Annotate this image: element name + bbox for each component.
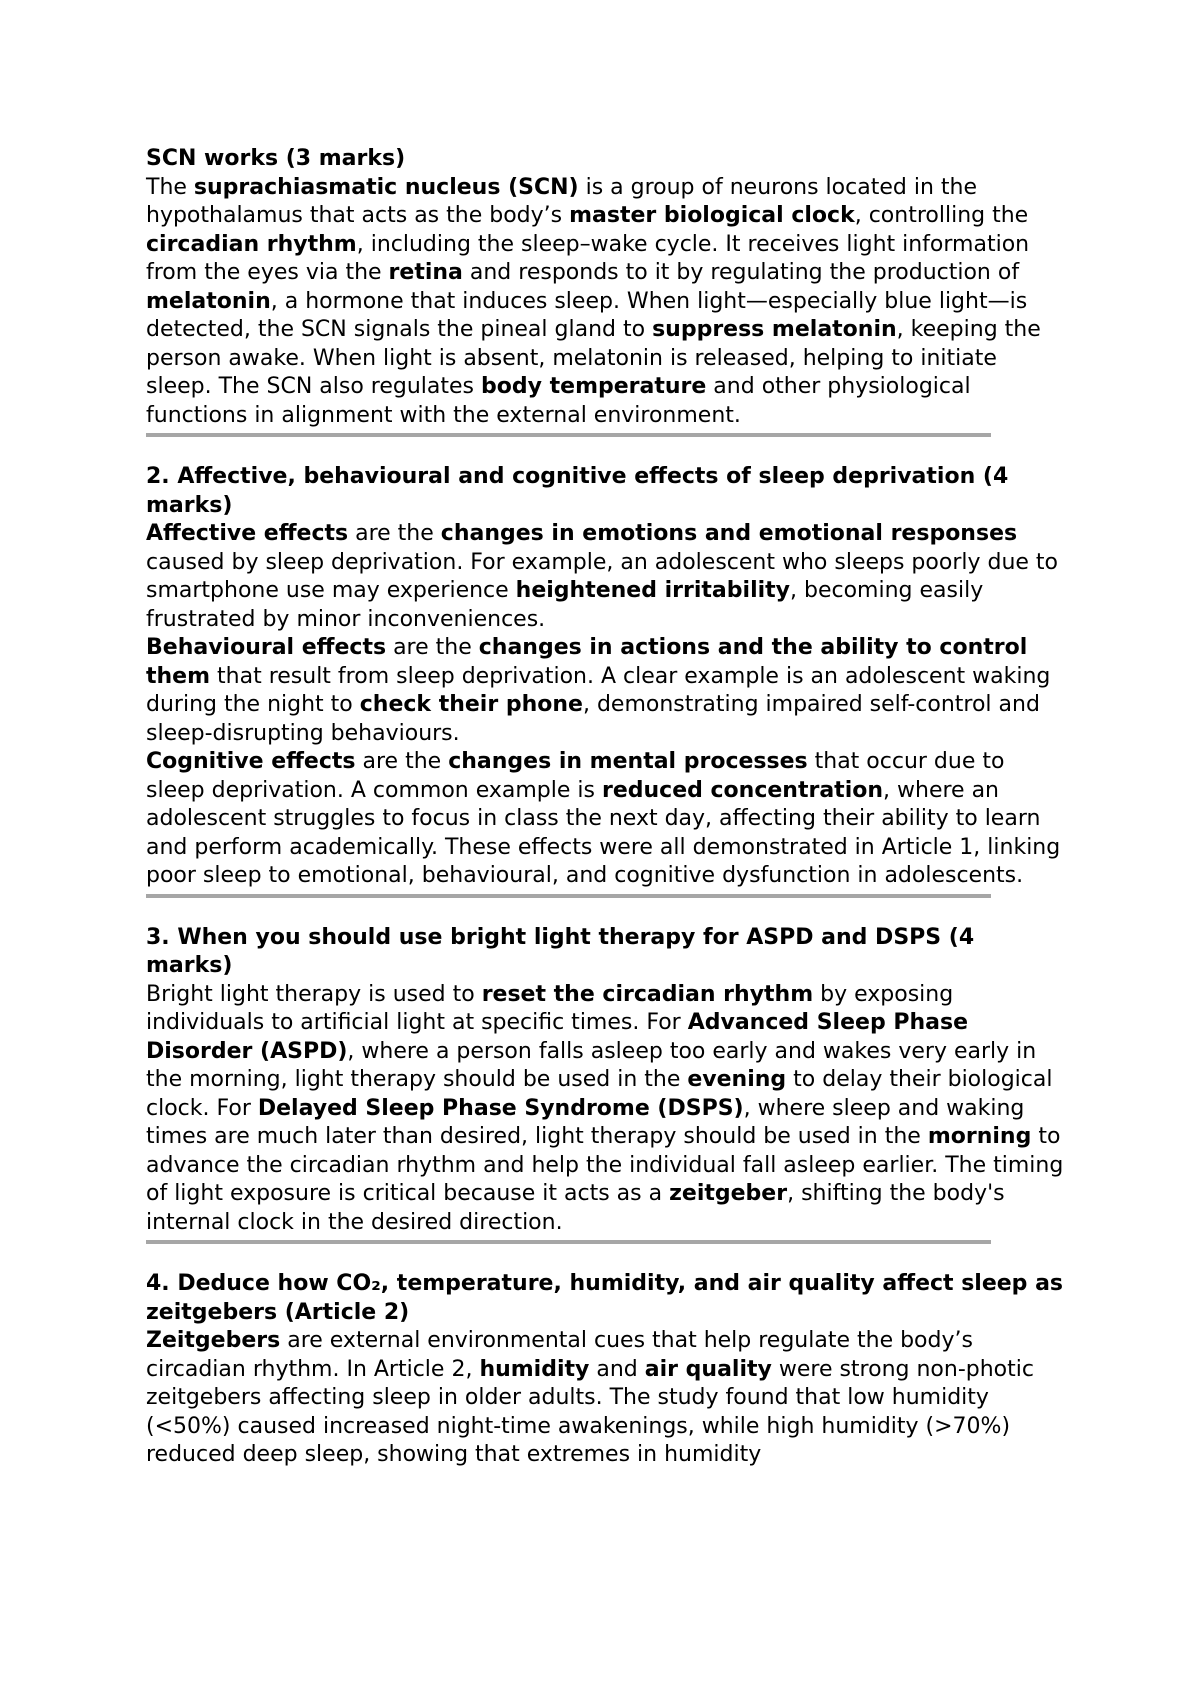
bold-term: suprachiasmatic nucleus (SCN) (193, 174, 579, 200)
text-run: by exposing individuals to artificial light at specific times. For (146, 981, 954, 1035)
text-run: and (589, 1356, 645, 1382)
bold-term: Cognitive effects (146, 749, 356, 774)
section-light-therapy (146, 924, 1065, 1245)
section-scn (146, 145, 1065, 437)
text-run: , becoming easily frustrated by minor inconveniences. (146, 578, 984, 632)
section-heading: 3. When you should use bright light therapy for ASPD and DSPS (4 marks) (146, 924, 975, 978)
text-run: are the (386, 635, 479, 660)
text-run: , where a person falls asleep too early and wakes very early in the morning, light therapy should be used in the (146, 1038, 1037, 1092)
text-run: to delay their biological clock. For (146, 1067, 1053, 1121)
text-run: , where sleep and waking times are much later than desired, light therapy should be used in the (146, 1095, 1025, 1149)
section-sleep-deprivation (146, 463, 1065, 898)
bold-term: body temperature (481, 374, 707, 399)
section-paragraph-cognitive (146, 748, 1065, 891)
text-run: are the (355, 749, 449, 774)
text-run: , shifting the body's internal clock in the desired direction. (146, 1181, 1005, 1235)
text-run: caused by sleep deprivation. For example, an adolescent who sleeps poorly due to smartphone use may experience (146, 549, 1059, 603)
bold-term: suppress melatonin (652, 317, 897, 342)
bold-term: changes in actions and the ability to control them (146, 635, 1028, 689)
section-heading: 2. Affective, behavioural and cognitive effects of sleep deprivation (4 marks) (146, 464, 1009, 518)
text-run: , demonstrating impaired self-control and sleep-disrupting behaviours. (146, 692, 1040, 746)
bold-term: Zeitgebers (146, 1328, 281, 1353)
bold-term: Behavioural effects (146, 635, 387, 660)
text-run: , controlling the (854, 203, 1029, 228)
section-paragraph (146, 981, 1065, 1238)
bold-term: Advanced Sleep Phase Disorder (ASPD) (146, 1010, 968, 1064)
text-run: The (146, 174, 194, 200)
section-divider (146, 1240, 991, 1244)
text-run: , keeping the person awake. When light is absent, melatonin is released, helping to initiate sleep. The SCN also regulates (146, 317, 1041, 399)
text-run: is a group of neurons located in the hypothalamus that acts as the body’s (146, 174, 977, 228)
text-run: , including the sleep–wake cycle. It receives light information from the eyes via the (146, 231, 1030, 285)
section-zeitgebers (146, 1270, 1065, 1470)
section-divider (146, 433, 991, 437)
section-paragraph-affective (146, 520, 1065, 634)
bold-term: morning (927, 1124, 1032, 1149)
text-run: are external environmental cues that help regulate the body’s circadian rhythm. In Article 2, (146, 1328, 973, 1382)
bold-term: changes in mental processes (448, 749, 808, 774)
bold-term: heightened irritability (515, 578, 791, 603)
bold-term: Delayed Sleep Phase Syndrome (DSPS) (257, 1095, 744, 1121)
text-run: that occur due to sleep deprivation. A common example is (146, 749, 1005, 803)
text-run: that result from sleep deprivation. A clear example is an adolescent waking during the night to (146, 663, 1051, 717)
section-heading: 4. Deduce how CO₂, temperature, humidity, and air quality affect sleep as zeitgebers (Article 2) (146, 1271, 1064, 1325)
bold-term: evening (687, 1067, 787, 1092)
bold-term: Affective effects (146, 521, 349, 546)
bold-term: reset the circadian rhythm (481, 981, 814, 1007)
text-run: and responds to it by regulating the production of (462, 260, 1020, 285)
bold-term: melatonin (146, 288, 271, 314)
text-run: , a hormone that induces sleep. When light—especially blue light—is detected, the SCN signals the pineal gland to (146, 288, 1028, 342)
text-run: and other physiological functions in alignment with the external environment. (146, 374, 971, 428)
bold-term: check their phone (359, 692, 583, 717)
bold-term: air quality (644, 1356, 772, 1382)
text-run: were strong non-photic zeitgebers affecting sleep in older adults. The study found that low humidity (<50%) caused increased night-time awakenings, while high humidity (>70%) reduced deep sleep, showing that extremes in humidity (146, 1356, 1034, 1467)
bold-term: retina (388, 260, 463, 285)
bold-term: master biological clock (569, 203, 855, 228)
text-run: Bright light therapy is used to (146, 981, 482, 1007)
bold-term: circadian rhythm (146, 231, 357, 257)
bold-term: reduced concentration (601, 777, 884, 803)
bold-term: changes in emotions and emotional responses (440, 521, 1018, 546)
text-run: , where an adolescent struggles to focus in class the next day, affecting their ability to learn and perform academically. These effects were all demonstrated in Article 1, linking poor sleep to emotional, behavioural, and cognitive dysfunction in adolescents. (146, 777, 1061, 888)
text-run: to advance the circadian rhythm and help the individual fall asleep earlier. The timing of light exposure is critical because it acts as a (146, 1124, 1064, 1206)
section-paragraph (146, 1327, 1065, 1470)
section-paragraph (146, 174, 1065, 431)
section-paragraph-behavioural (146, 634, 1065, 748)
section-heading: SCN works (3 marks) (146, 146, 406, 171)
bold-term: humidity (479, 1356, 590, 1382)
bold-term: zeitgeber (669, 1181, 788, 1206)
section-divider (146, 894, 991, 898)
text-run: are the (348, 521, 441, 546)
